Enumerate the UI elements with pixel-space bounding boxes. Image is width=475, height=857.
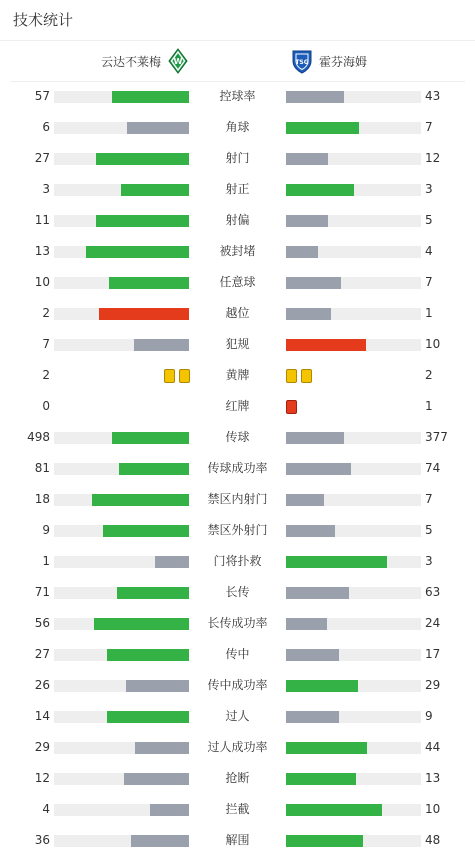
home-bar-track bbox=[54, 804, 189, 816]
home-bar-track bbox=[54, 308, 189, 320]
home-bar-track bbox=[54, 680, 189, 692]
stat-label: 射偏 bbox=[225, 213, 250, 227]
stat-row bbox=[0, 143, 475, 174]
home-cards bbox=[164, 369, 190, 383]
home-bar-track bbox=[54, 122, 189, 134]
away-bar-track bbox=[286, 587, 421, 599]
home-value: 7 bbox=[42, 337, 50, 351]
away-bar bbox=[286, 215, 328, 227]
away-value: 7 bbox=[425, 120, 433, 134]
home-value: 11 bbox=[34, 213, 50, 227]
away-value: 9 bbox=[425, 709, 433, 723]
away-value: 17 bbox=[425, 647, 441, 661]
hoffenheim-crest-icon bbox=[291, 48, 313, 74]
stat-row bbox=[0, 453, 475, 484]
away-bar-track bbox=[286, 432, 421, 444]
stat-label: 过人 bbox=[225, 709, 250, 723]
home-team-name: 云达不莱梅 bbox=[101, 54, 162, 69]
away-value: 13 bbox=[425, 771, 441, 785]
away-bar-track bbox=[286, 525, 421, 537]
stat-row bbox=[0, 174, 475, 205]
home-bar-track bbox=[54, 91, 189, 103]
stat-label: 拦截 bbox=[225, 802, 250, 816]
yellow-card-icon bbox=[164, 369, 175, 383]
stat-row bbox=[0, 608, 475, 639]
away-bar bbox=[286, 711, 339, 723]
home-value: 27 bbox=[34, 647, 50, 661]
stat-label: 红牌 bbox=[225, 399, 250, 413]
stat-label: 长传 bbox=[225, 585, 250, 599]
stat-row bbox=[0, 546, 475, 577]
away-bar-track bbox=[286, 804, 421, 816]
away-bar-track bbox=[286, 153, 421, 165]
away-bar-track bbox=[286, 618, 421, 630]
away-bar-track bbox=[286, 184, 421, 196]
home-value: 1 bbox=[42, 554, 50, 568]
away-bar-track bbox=[286, 91, 421, 103]
home-value: 27 bbox=[34, 151, 50, 165]
home-bar bbox=[131, 835, 189, 847]
home-value: 6 bbox=[42, 120, 50, 134]
home-bar bbox=[92, 494, 189, 506]
home-value: 18 bbox=[34, 492, 50, 506]
away-value: 377 bbox=[425, 430, 448, 444]
stat-row bbox=[0, 577, 475, 608]
red-card-icon bbox=[286, 400, 297, 414]
home-bar-track bbox=[54, 153, 189, 165]
home-bar-track bbox=[54, 494, 189, 506]
stat-row bbox=[0, 794, 475, 825]
away-team-name: 霍芬海姆 bbox=[319, 54, 368, 69]
away-value: 63 bbox=[425, 585, 441, 599]
stat-label: 传球成功率 bbox=[207, 461, 268, 475]
stat-label: 任意球 bbox=[219, 275, 256, 289]
stat-row bbox=[0, 422, 475, 453]
away-bar bbox=[286, 525, 335, 537]
away-bar-track bbox=[286, 277, 421, 289]
home-bar-track bbox=[54, 215, 189, 227]
stat-row bbox=[0, 112, 475, 143]
away-value: 1 bbox=[425, 399, 433, 413]
home-bar bbox=[112, 91, 189, 103]
away-value: 48 bbox=[425, 833, 441, 847]
away-bar bbox=[286, 494, 324, 506]
home-value: 71 bbox=[34, 585, 50, 599]
home-value: 498 bbox=[27, 430, 50, 444]
away-bar-track bbox=[286, 742, 421, 754]
home-bar-track bbox=[54, 525, 189, 537]
away-value: 43 bbox=[425, 89, 441, 103]
home-value: 9 bbox=[42, 523, 50, 537]
home-bar bbox=[155, 556, 189, 568]
away-value: 24 bbox=[425, 616, 441, 630]
stat-row bbox=[0, 670, 475, 701]
stat-label: 犯规 bbox=[225, 337, 250, 351]
away-bar bbox=[286, 804, 382, 816]
yellow-card-icon bbox=[179, 369, 190, 383]
away-cards bbox=[286, 400, 297, 414]
home-bar bbox=[135, 742, 189, 754]
home-bar bbox=[117, 587, 189, 599]
teams-header bbox=[0, 41, 475, 81]
away-bar bbox=[286, 835, 363, 847]
home-value: 36 bbox=[34, 833, 50, 847]
away-bar bbox=[286, 122, 359, 134]
home-bar bbox=[99, 308, 189, 320]
away-value: 7 bbox=[425, 492, 433, 506]
stat-label: 解围 bbox=[225, 833, 250, 847]
away-bar-track bbox=[286, 711, 421, 723]
home-bar bbox=[121, 184, 189, 196]
away-bar bbox=[286, 556, 387, 568]
werder-bremen-crest-icon bbox=[167, 48, 189, 74]
stat-row bbox=[0, 701, 475, 732]
stat-label: 传球 bbox=[225, 430, 250, 444]
away-bar bbox=[286, 246, 318, 258]
home-bar-track bbox=[54, 711, 189, 723]
away-value: 5 bbox=[425, 213, 433, 227]
away-bar bbox=[286, 773, 356, 785]
away-value: 10 bbox=[425, 337, 441, 351]
home-bar bbox=[119, 463, 189, 475]
home-value: 3 bbox=[42, 182, 50, 196]
away-team[interactable] bbox=[291, 41, 367, 81]
away-value: 12 bbox=[425, 151, 441, 165]
stat-row bbox=[0, 825, 475, 856]
away-bar-track bbox=[286, 494, 421, 506]
away-value: 10 bbox=[425, 802, 441, 816]
away-value: 3 bbox=[425, 182, 433, 196]
away-cards bbox=[286, 369, 312, 383]
away-bar bbox=[286, 742, 367, 754]
away-bar-track bbox=[286, 773, 421, 785]
stat-row bbox=[0, 81, 475, 112]
away-bar-track bbox=[286, 246, 421, 258]
away-bar-track bbox=[286, 122, 421, 134]
home-bar-track bbox=[54, 587, 189, 599]
away-bar-track bbox=[286, 680, 421, 692]
away-bar-track bbox=[286, 835, 421, 847]
home-bar bbox=[126, 680, 189, 692]
home-bar-track bbox=[54, 556, 189, 568]
home-value: 56 bbox=[34, 616, 50, 630]
away-value: 74 bbox=[425, 461, 441, 475]
away-bar bbox=[286, 308, 331, 320]
yellow-card-icon bbox=[301, 369, 312, 383]
stat-label: 禁区外射门 bbox=[207, 523, 268, 537]
stat-row bbox=[0, 484, 475, 515]
stat-row bbox=[0, 763, 475, 794]
home-bar-track bbox=[54, 184, 189, 196]
home-value: 26 bbox=[34, 678, 50, 692]
home-bar-track bbox=[54, 277, 189, 289]
home-bar bbox=[96, 215, 189, 227]
home-value: 2 bbox=[42, 368, 50, 382]
home-value: 2 bbox=[42, 306, 50, 320]
stat-label: 黄牌 bbox=[225, 368, 250, 382]
home-value: 0 bbox=[42, 399, 50, 413]
stat-row bbox=[0, 732, 475, 763]
home-value: 29 bbox=[34, 740, 50, 754]
home-bar-track bbox=[54, 742, 189, 754]
home-value: 81 bbox=[34, 461, 50, 475]
away-value: 2 bbox=[425, 368, 433, 382]
home-bar bbox=[127, 122, 189, 134]
stat-label: 控球率 bbox=[219, 89, 256, 103]
away-bar-track bbox=[286, 308, 421, 320]
stat-label: 角球 bbox=[225, 120, 250, 134]
away-value: 5 bbox=[425, 523, 433, 537]
home-bar bbox=[112, 432, 189, 444]
home-bar bbox=[86, 246, 189, 258]
stat-label: 长传成功率 bbox=[207, 616, 268, 630]
stat-label: 被封堵 bbox=[219, 244, 256, 258]
away-bar bbox=[286, 463, 351, 475]
away-value: 7 bbox=[425, 275, 433, 289]
home-team[interactable] bbox=[101, 41, 189, 81]
away-bar bbox=[286, 618, 327, 630]
away-value: 29 bbox=[425, 678, 441, 692]
stat-label: 越位 bbox=[225, 306, 250, 320]
home-bar-track bbox=[54, 463, 189, 475]
away-value: 1 bbox=[425, 306, 433, 320]
home-value: 4 bbox=[42, 802, 50, 816]
home-bar-track bbox=[54, 432, 189, 444]
away-bar-track bbox=[286, 649, 421, 661]
away-bar bbox=[286, 432, 344, 444]
away-bar bbox=[286, 680, 358, 692]
home-bar-track bbox=[54, 773, 189, 785]
home-value: 13 bbox=[34, 244, 50, 258]
home-bar-track bbox=[54, 618, 189, 630]
stat-row bbox=[0, 639, 475, 670]
home-bar-track bbox=[54, 339, 189, 351]
stat-label: 传中成功率 bbox=[207, 678, 268, 692]
stat-label: 传中 bbox=[225, 647, 250, 661]
away-bar bbox=[286, 649, 339, 661]
stat-row bbox=[0, 267, 475, 298]
stat-row bbox=[0, 236, 475, 267]
away-bar-track bbox=[286, 463, 421, 475]
away-bar bbox=[286, 587, 349, 599]
stat-label: 过人成功率 bbox=[207, 740, 268, 754]
svg-text:W: W bbox=[173, 57, 183, 66]
home-bar bbox=[134, 339, 189, 351]
stat-row bbox=[0, 360, 475, 391]
away-value: 3 bbox=[425, 554, 433, 568]
yellow-card-icon bbox=[286, 369, 297, 383]
stat-row bbox=[0, 515, 475, 546]
away-bar bbox=[286, 91, 344, 103]
home-value: 14 bbox=[34, 709, 50, 723]
stat-label: 射门 bbox=[225, 151, 250, 165]
home-bar bbox=[124, 773, 189, 785]
stat-row bbox=[0, 391, 475, 422]
home-bar-track bbox=[54, 835, 189, 847]
home-bar bbox=[107, 649, 189, 661]
stat-label: 门将扑救 bbox=[213, 554, 262, 568]
stat-row bbox=[0, 298, 475, 329]
stat-label: 禁区内射门 bbox=[207, 492, 268, 506]
section-title: 技术统计 bbox=[13, 11, 74, 29]
home-bar-track bbox=[54, 649, 189, 661]
svg-text:TSG: TSG bbox=[295, 59, 309, 66]
home-bar bbox=[96, 153, 189, 165]
away-bar bbox=[286, 277, 341, 289]
stat-label: 射正 bbox=[225, 182, 250, 196]
away-bar bbox=[286, 339, 366, 351]
home-bar bbox=[107, 711, 189, 723]
home-bar-track bbox=[54, 246, 189, 258]
home-bar bbox=[150, 804, 189, 816]
stat-row bbox=[0, 329, 475, 360]
away-bar-track bbox=[286, 339, 421, 351]
away-bar-track bbox=[286, 556, 421, 568]
away-value: 44 bbox=[425, 740, 441, 754]
stat-row bbox=[0, 205, 475, 236]
home-bar bbox=[94, 618, 189, 630]
home-value: 10 bbox=[34, 275, 50, 289]
home-value: 57 bbox=[34, 89, 50, 103]
away-bar bbox=[286, 153, 328, 165]
away-value: 4 bbox=[425, 244, 433, 258]
stat-label: 抢断 bbox=[225, 771, 250, 785]
away-bar bbox=[286, 184, 354, 196]
home-bar bbox=[103, 525, 189, 537]
away-bar-track bbox=[286, 215, 421, 227]
home-value: 12 bbox=[34, 771, 50, 785]
home-bar bbox=[109, 277, 189, 289]
